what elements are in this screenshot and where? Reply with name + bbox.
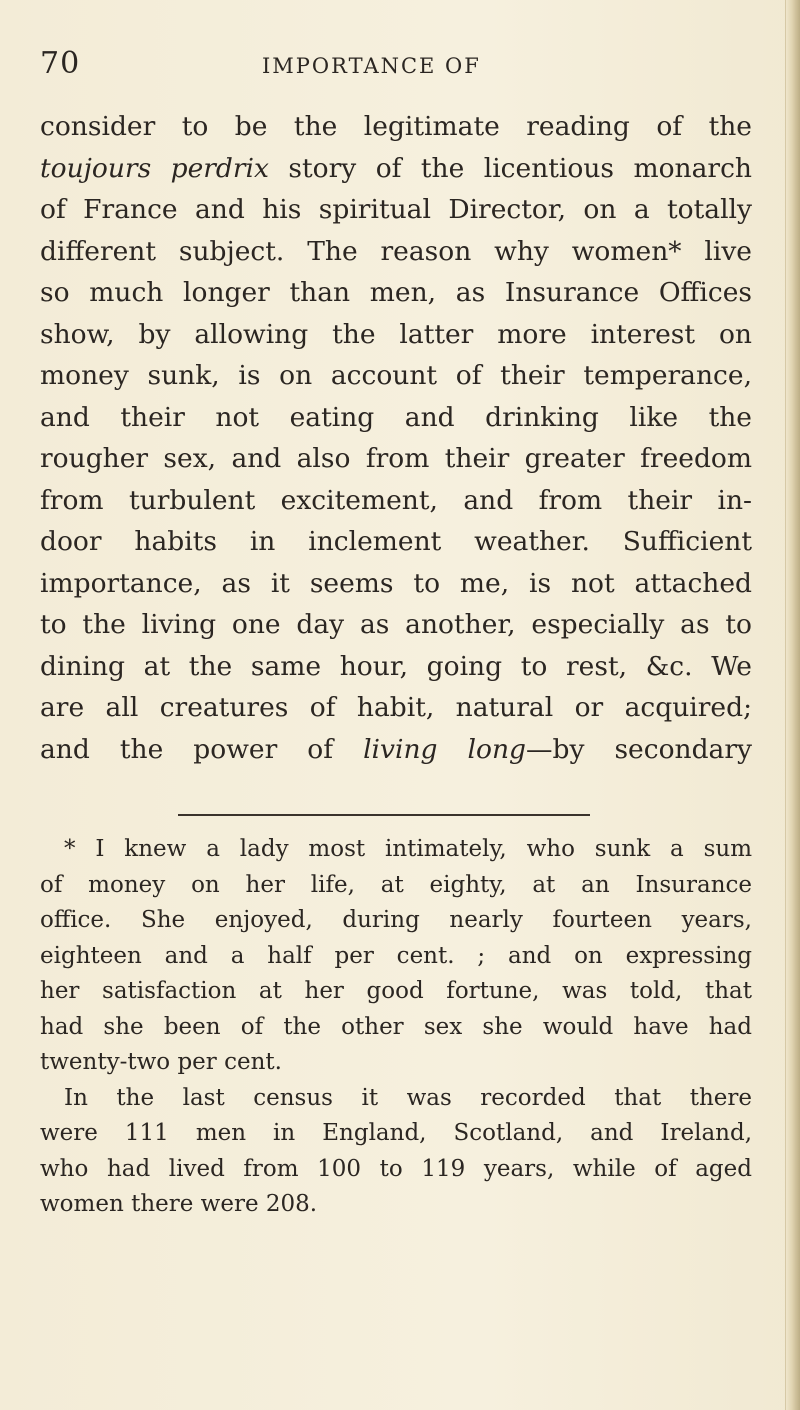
footnote-line: eighteen and a half per cent. ; and on expressing bbox=[40, 942, 752, 969]
page-header bbox=[40, 46, 760, 90]
main-text bbox=[40, 106, 752, 770]
footnote-line: twenty-two per cent. bbox=[40, 1049, 282, 1075]
text-line: of France and his spiritual Director, on a totally bbox=[40, 194, 752, 225]
text-line: dining at the same hour, going to rest, &c. We bbox=[40, 650, 752, 682]
footnote-line: had she been of the other sex she would have had bbox=[40, 1013, 752, 1040]
text-line: so much longer than men, as Insurance Offices bbox=[40, 277, 752, 308]
footnote-line: In the last census it was recorded that there bbox=[64, 1084, 752, 1111]
running-head: IMPORTANCE OF bbox=[262, 54, 481, 78]
italic-phrase: living long bbox=[363, 733, 526, 765]
footnote-line: of money on her life, at eighty, at an Insurance bbox=[40, 871, 752, 898]
footnote-rule bbox=[178, 814, 590, 816]
footnote-line: who had lived from 100 to 119 years, while of aged bbox=[40, 1155, 752, 1182]
text-line: from turbulent excitement, and from their in- bbox=[40, 484, 752, 516]
text-line: to the living one day as another, especially as to bbox=[40, 609, 752, 640]
text-line: money sunk, is on account of their temperance, bbox=[40, 360, 752, 391]
text-line bbox=[40, 729, 752, 771]
footnote bbox=[40, 832, 752, 1223]
footnote-line: women there were 208. bbox=[40, 1191, 318, 1217]
text-line: door habits in inclement weather. Sufficient bbox=[40, 526, 752, 557]
footnote-line: were 111 men in England, Scotland, and Ireland, bbox=[40, 1120, 752, 1146]
page-edge bbox=[785, 0, 800, 1410]
text-line: rougher sex, and also from their greater freedom bbox=[40, 443, 752, 474]
text-line: and their not eating and drinking like the bbox=[40, 401, 752, 433]
text-segment: and the power of bbox=[40, 733, 334, 765]
text-segment: story of the licentious monarch bbox=[288, 152, 752, 184]
footnote-line: office. She enjoyed, during nearly fourteen years, bbox=[40, 907, 752, 933]
text-line: importance, as it seems to me, is not attached bbox=[40, 567, 752, 599]
footnote-line: * I knew a lady most intimately, who sunk a sum bbox=[64, 836, 752, 862]
page-number: 70 bbox=[40, 46, 81, 81]
text-line bbox=[40, 148, 752, 190]
text-line: are all creatures of habit, natural or acquired; bbox=[40, 692, 752, 723]
text-line: consider to be the legitimate reading of the bbox=[40, 111, 752, 142]
text-line: show, by allowing the latter more interest on bbox=[40, 318, 752, 350]
italic-phrase: toujours perdrix bbox=[40, 152, 269, 184]
text-line: different subject. The reason why women* live bbox=[40, 235, 752, 267]
footnote-line: her satisfaction at her good fortune, was told, that bbox=[40, 978, 752, 1004]
text-segment: —by secondary bbox=[525, 733, 752, 765]
